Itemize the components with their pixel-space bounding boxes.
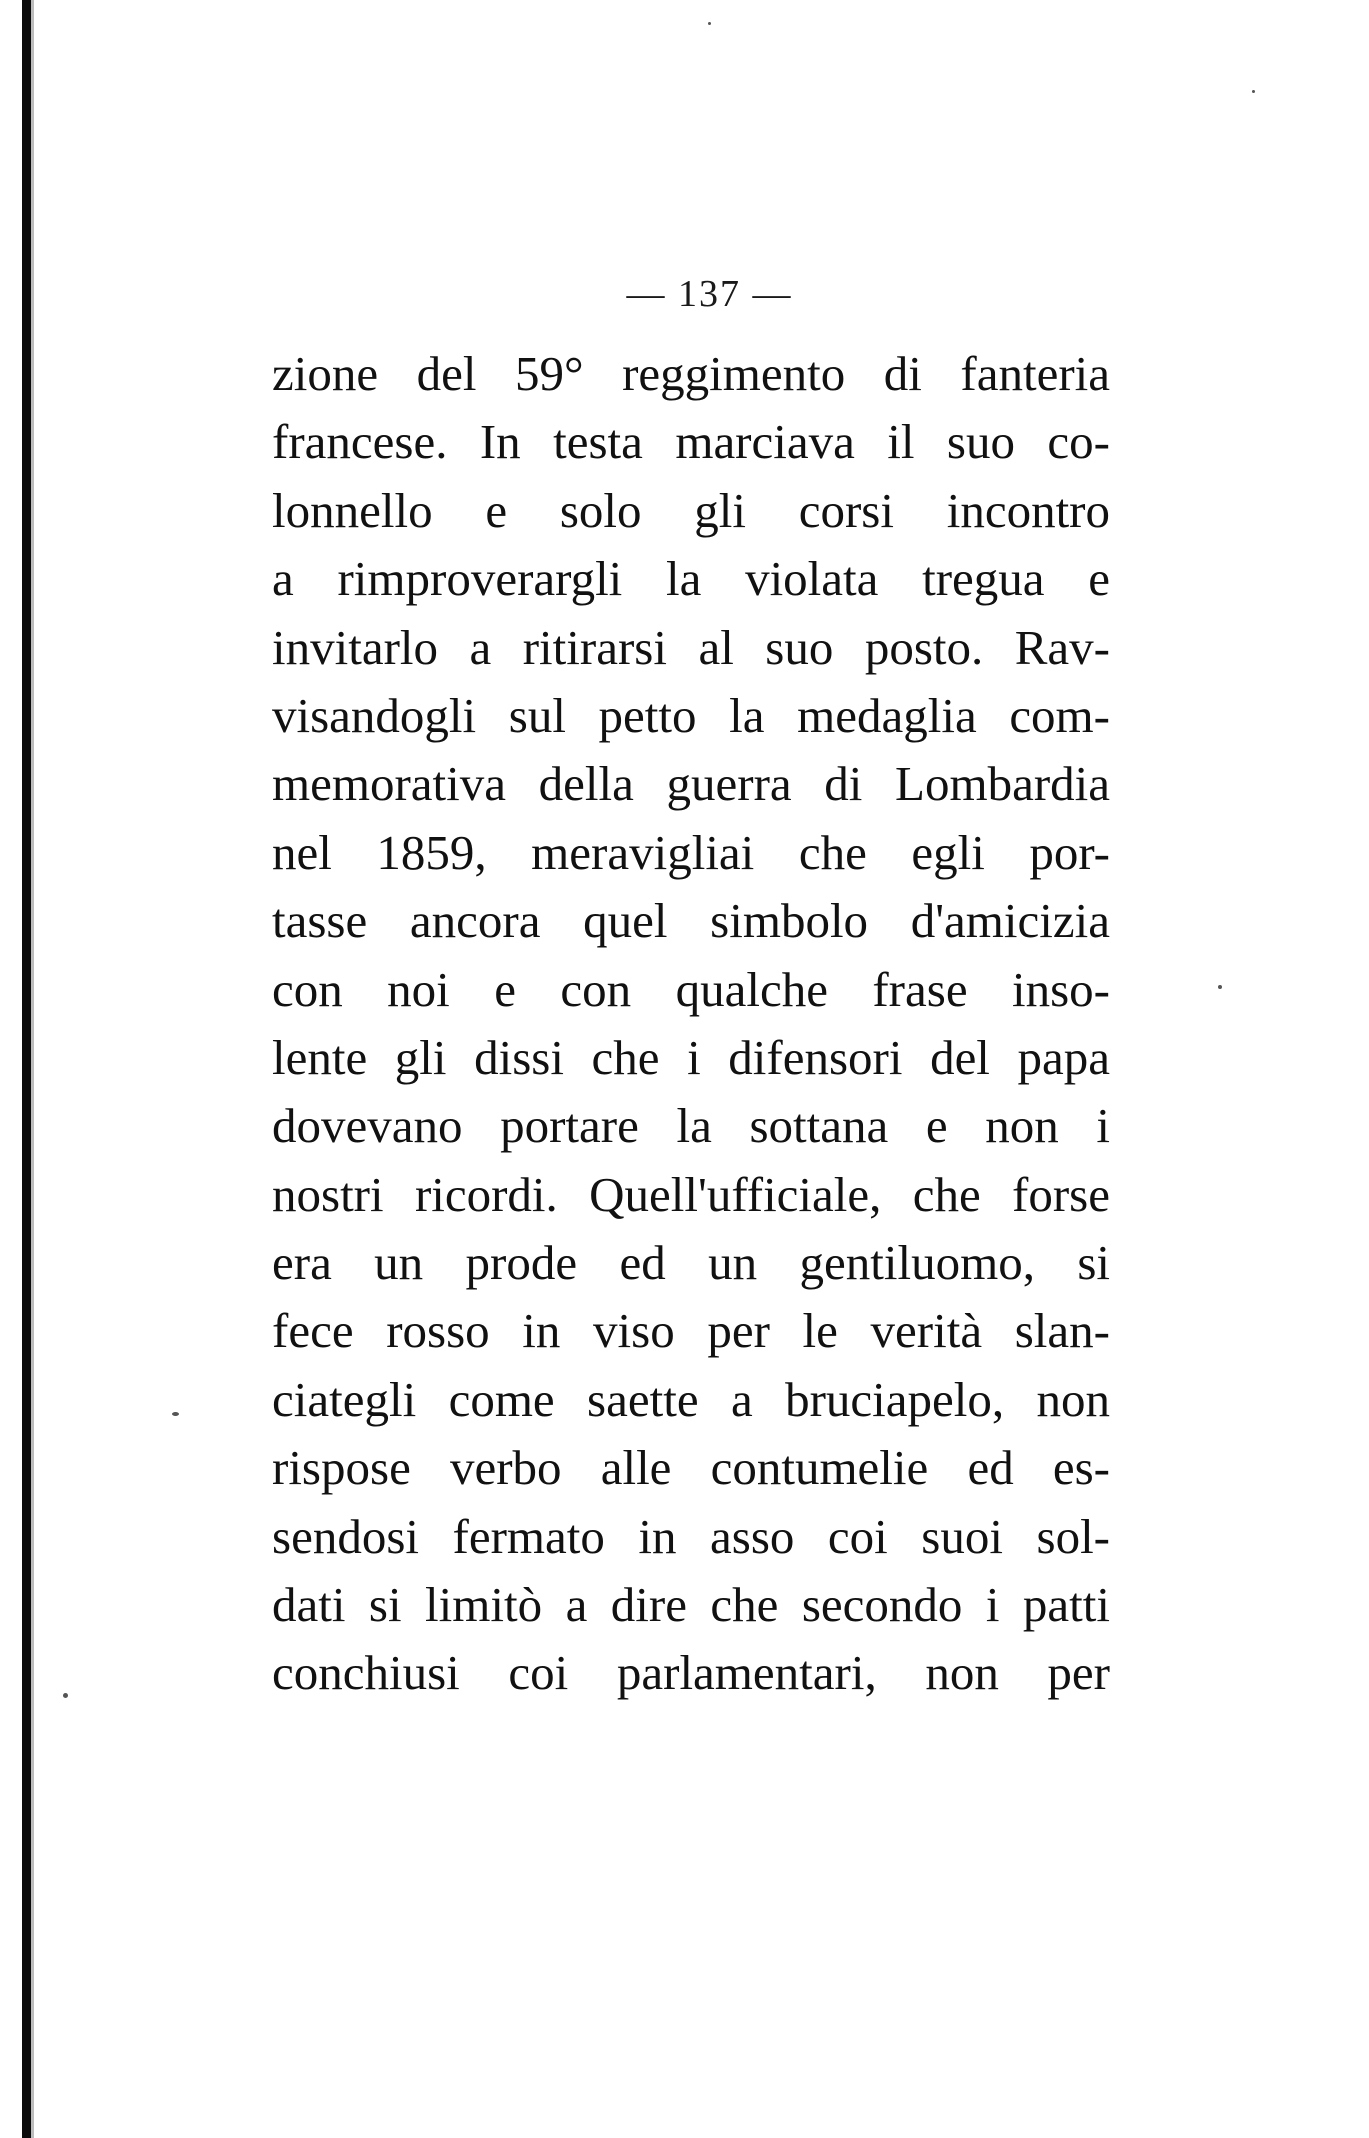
text-line: dovevano portare la sottana e non i: [272, 1098, 1110, 1154]
text-line: lonnello e solo gli corsi incontro: [272, 482, 1110, 538]
page-binding-shadow: [31, 0, 34, 2138]
scan-speck: [708, 22, 711, 25]
text-line: rispose verbo alle contumelie ed es-: [272, 1440, 1110, 1496]
text-line: sendosi fermato in asso coi suoi sol-: [272, 1508, 1110, 1564]
page-number: — 137 —: [626, 273, 793, 315]
text-line: ciategli come saette a bruciapelo, non: [272, 1371, 1110, 1427]
text-line: conchiusi coi parlamentari, non per: [272, 1645, 1110, 1701]
scan-speck: [1252, 90, 1255, 93]
text-line: dati si limitò a dire che secondo i patti: [272, 1577, 1110, 1633]
text-line: francese. In testa marciava il suo co-: [272, 414, 1110, 470]
scan-speck: [1218, 985, 1222, 989]
body-text: [272, 340, 1110, 1708]
text-line: tasse ancora quel simbolo d'amicizia: [272, 893, 1110, 949]
text-line: memorativa della guerra di Lombardia: [272, 756, 1110, 812]
scan-speck: [63, 1693, 68, 1698]
text-line: nel 1859, meravigliai che egli por-: [272, 824, 1110, 880]
text-line: era un prode ed un gentiluomo, si: [272, 1235, 1110, 1291]
text-line: fece rosso in viso per le verità slan-: [272, 1303, 1110, 1359]
text-line: zione del 59° reggimento di fanteria: [272, 346, 1110, 401]
text-line: lente gli dissi che i difensori del papa: [272, 1029, 1110, 1085]
text-line: invitarlo a ritirarsi al suo posto. Rav-: [272, 619, 1110, 675]
page-binding-edge: [22, 0, 31, 2138]
text-line: a rimproverargli la violata tregua e: [272, 551, 1110, 607]
text-line: nostri ricordi. Quell'ufficiale, che forse: [272, 1166, 1110, 1222]
text-line: visandogli sul petto la medaglia com-: [272, 687, 1110, 743]
scan-speck: [172, 1412, 179, 1416]
text-line: con noi e con qualche frase inso-: [272, 961, 1110, 1017]
